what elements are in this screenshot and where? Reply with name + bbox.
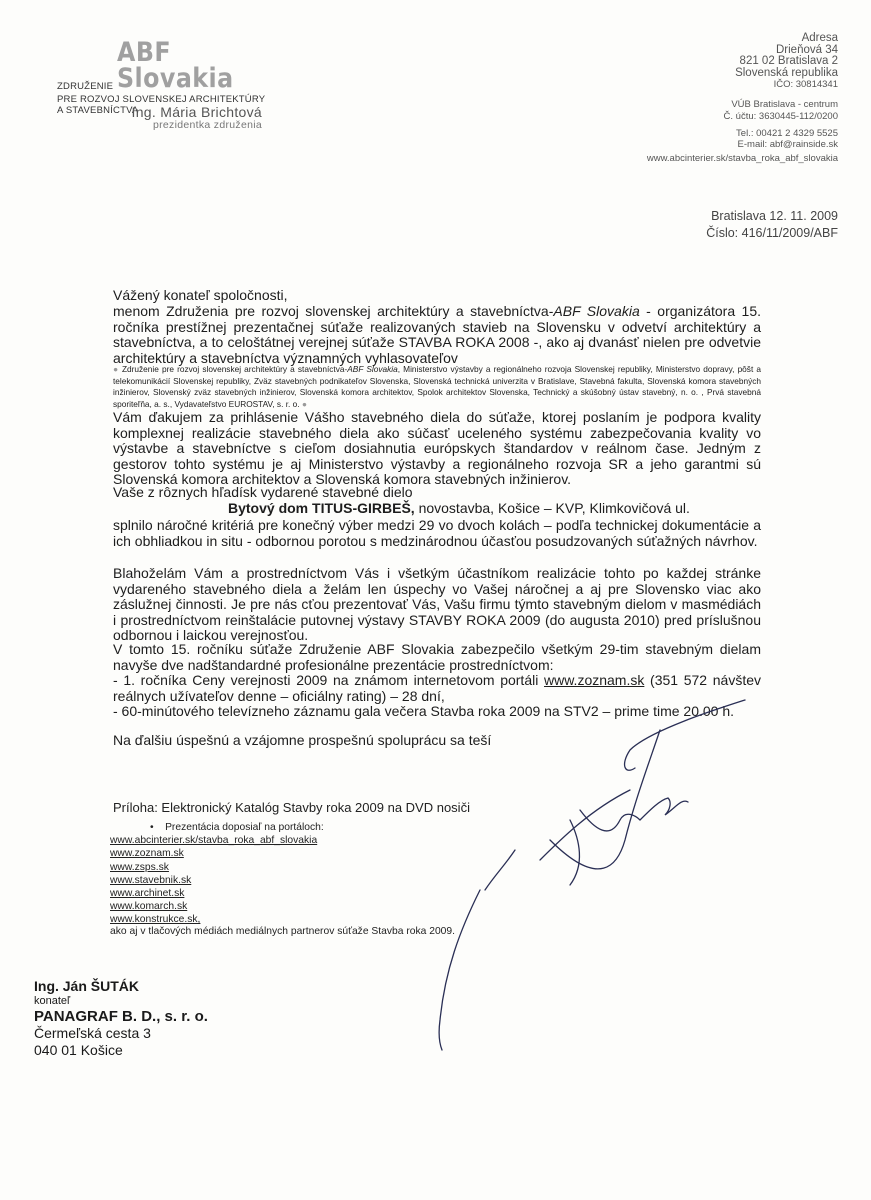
attachment-list xyxy=(110,821,324,927)
address-tel: Tel.: 00421 2 4329 5525 xyxy=(736,127,838,139)
address-web: www.abcinterier.sk/stavba_roka_abf_slovakia xyxy=(646,153,838,165)
president-block xyxy=(105,104,262,131)
closing-line: Na ďalšiu úspešnú a vzájomne prospešnú spoluprácu sa teší xyxy=(113,732,492,748)
org-name-line3: A STAVEBNÍCTVA xyxy=(57,105,139,116)
bullet-dot-icon: ● xyxy=(301,398,307,409)
paragraph-presentations: V tomto 15. ročníku súťaže Združenie ABF Slovakia zabezpečilo všetkým 29-tim stavebným dielam navyše dve nadštandardné profesionálne prezentácie prostredníctvom: xyxy=(113,641,761,673)
portal-link[interactable]: www.zoznam.sk xyxy=(110,848,184,860)
address-ico: IČO: 30814341 xyxy=(773,79,838,90)
address-label: Adresa xyxy=(801,32,838,44)
attachment-tail: ako aj v tlačových médiách mediálnych partnerov súťaže Stavba roka 2009. xyxy=(110,926,455,937)
attachment-title: Príloha: Elektronický Katalóg Stavby roka 2009 na DVD nosiči xyxy=(113,800,470,815)
paragraph-work-intro: Vaše z rôznych hľadísk vydarené stavebné dielo xyxy=(113,484,413,500)
recipient-block xyxy=(34,978,208,1059)
address-city: 821 02 Bratislava 2 xyxy=(739,55,838,67)
address-email: E-mail: abf@rainside.sk xyxy=(737,139,838,151)
recipient-street: Čermeľská cesta 3 xyxy=(34,1025,151,1041)
presentation-item-2: - 60-minútového televízneho záznamu gala večera Stavba roka 2009 na STV2 – prime time 20.00 h. xyxy=(113,703,735,719)
building-name: Bytový dom TITUS-GIRBEŠ, novostavba, Košice – KVP, Klimkovičová ul. xyxy=(228,500,690,516)
address-street: Drieňová 34 xyxy=(775,43,838,56)
presentation-item-1: - 1. ročníka Ceny verejnosti 2009 na známom internetovom portáli www.zoznam.sk (351 572 návštev reálnych užívateľov denne – oficiálny rating) – 28 dní, xyxy=(113,672,761,704)
recipient-name: Ing. Ján ŠUTÁK xyxy=(34,978,140,994)
recipient-company: PANAGRAF B. D., s. r. o. xyxy=(34,1008,208,1025)
paragraph-criteria: splnilo náročné kritériá pre konečný výber medzi 29 vo dvoch kolách – podľa technickej dokumentácie a ich obhliadkou in situ - odbornou porotou s medzinárodnou účasťou posudzovaných súťažných návrhov. xyxy=(113,517,761,549)
president-role: prezidentka združenia xyxy=(152,119,262,131)
portal-link[interactable]: www.zsps.sk xyxy=(110,861,169,873)
address-block xyxy=(647,33,838,165)
paragraph-thanks: Vám ďakujem za prihlásenie Vášho stavebného diela do súťaže, ktorej poslaním je podpora kvality komplexnej realizácie stavebného diela ako súčasť uceleného systému zabezpečovania kvality vo výstavbe a stavebníctve s cieľom dosiahnutia európskych štandardov v reálnom čase. Jedným z gestorov tohto systému je aj Ministerstvo výstavby a regionálneho rozvoja SR a jeho garantmi sú Slovenská komora architektov a Slovenská komora stavebných inžinierov. xyxy=(113,409,761,488)
handwritten-signature xyxy=(420,690,800,1060)
letter-number: Číslo: 416/11/2009/ABF xyxy=(706,226,838,240)
org-brand-logo: ABF Slovakia xyxy=(117,37,234,94)
zoznam-link[interactable]: www.zoznam.sk xyxy=(544,672,645,688)
president-name: Ing. Mária Brichtová xyxy=(131,104,262,120)
salutation: Vážený konateľ spoločnosti, xyxy=(113,287,288,303)
portal-link[interactable]: www.komarch.sk xyxy=(110,901,188,913)
address-bank: VÚB Bratislava - centrum xyxy=(731,99,838,111)
address-account: Č. účtu: 3630445-112/0200 xyxy=(723,110,838,122)
recipient-role: konateľ xyxy=(34,995,71,1007)
declarers-footnote: ● Združenie pre rozvoj slovenskej architektúry a stavebníctva-ABF Slovakia, Ministerstvo výstavby a regionálneho rozvoja Slovenskej republiky, Ministerstvo dopravy, pôšt a telekomunikácií Slovenskej republiky, Zväz stavebných podnikateľov Slovenska, Slovenská technická univerzita v Bratislave, Stavebná fakulta, Slovenská komora stavebných inžinierov, Slovenský zväz stavebných inžinierov, Slovenská komora architektov, Spolok architektov Slovenska, Technický a skúšobný ústav stavebný, n. o. , Prvá stavebná sporiteľňa, a. s., Vydavateľstvo EUROSTAV, s. r. o. ● xyxy=(113,364,761,409)
portal-link[interactable]: www.konstrukce.sk, xyxy=(110,914,201,926)
paragraph-intro: menom Združenia pre rozvoj slovenskej architektúry a stavebníctva-ABF Slovakia - organizátora 15. ročníka prestížnej prezentačnej súťaže realizovaných stavieb na Slovensku v odvetví architektúry a stavebníctva, a to celoštátnej verejnej súťaže STAVBA ROKA 2008 -, ako aj dvanásť nielen pre odvetvie architektúry a stavebníctva významných vyhlasovateľov xyxy=(113,303,762,366)
portal-link[interactable]: www.abcinterier.sk/stavba_roka_abf_slovakia xyxy=(110,835,318,847)
portal-link[interactable]: www.stavebnik.sk xyxy=(110,874,192,886)
date-block xyxy=(706,208,838,242)
org-prefix: ZDRUŽENIE xyxy=(57,81,114,92)
paragraph-congratulations: Blahoželám Vám a prostredníctvom Vás i všetkým účastníkom realizácie tohto po každej stránke vydareného stavebného diela a želám len úspechy vo Vašej náročnej a aj pre Slovensko viac ako záslužnej činnosti. Je pre nás cťou prezentovať Vás, Vašu firmu týmto stavebným dielom v masmédiách i prostredníctvom reinštalácie putovnej výstavy STAVBY ROKA 2009 (do augusta 2010) pred príslušnou odbornou i laickou verejnosťou. xyxy=(113,565,761,644)
recipient-city: 040 01 Košice xyxy=(34,1042,123,1058)
bullet-dot-icon: ● xyxy=(113,364,119,374)
portal-link[interactable]: www.archinet.sk xyxy=(110,888,185,900)
attachment-bullet: • Prezentácia doposiaľ na portáloch: xyxy=(150,822,324,833)
letter-date: Bratislava 12. 11. 2009 xyxy=(711,209,838,223)
address-country: Slovenská republika xyxy=(735,66,838,79)
org-name-line2: PRE ROZVOJ SLOVENSKEJ ARCHITEKTÚRY xyxy=(57,94,266,105)
